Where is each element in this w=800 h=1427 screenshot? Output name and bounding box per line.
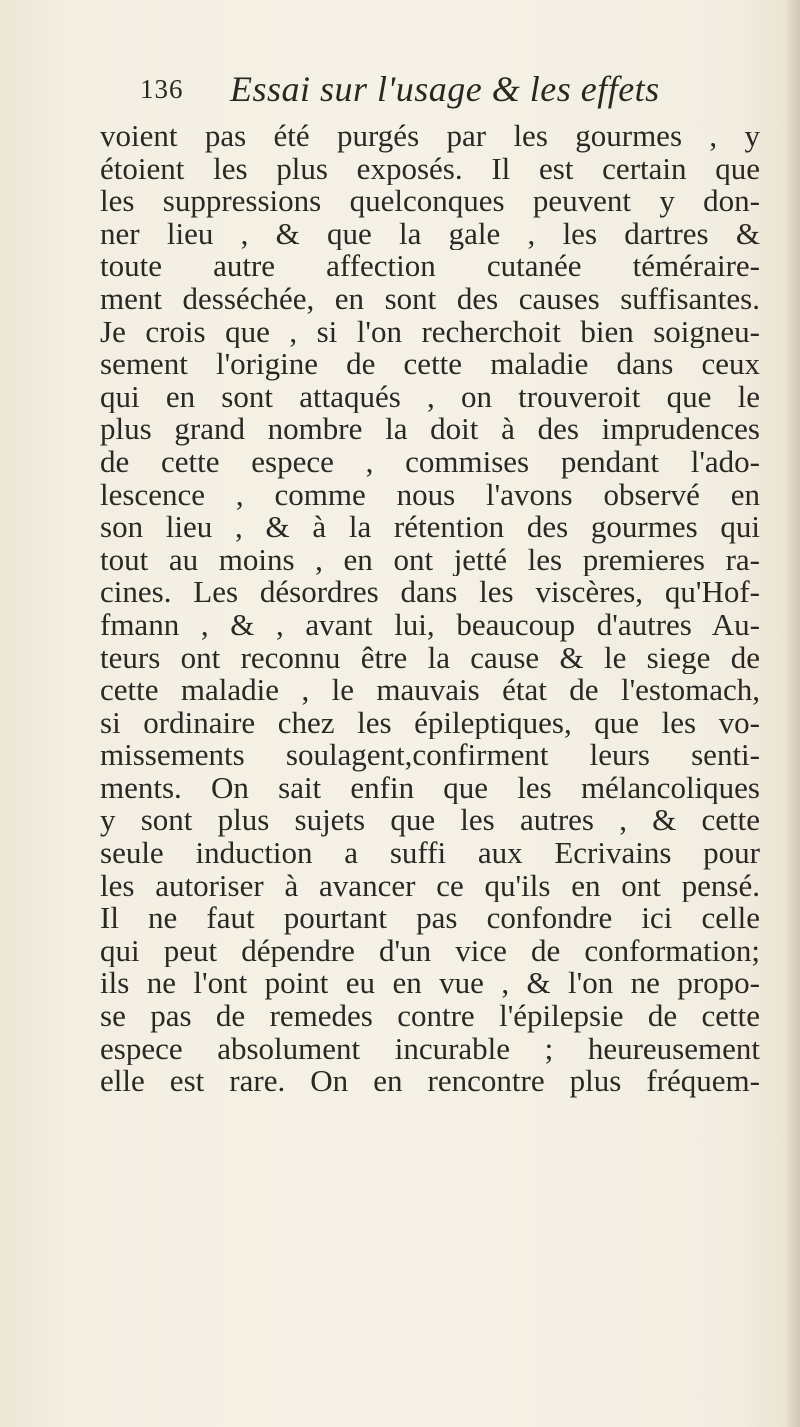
page-edge: [786, 0, 800, 1427]
text-line: ments. On sait enfin que les mélancoliques: [100, 771, 760, 805]
text-line: y sont plus sujets que les autres , & cette: [100, 804, 760, 838]
text-line: voient pas été purgés par les gourmes , y: [100, 120, 760, 153]
text-line: elle est rare. On en rencontre plus fréquem-: [100, 1065, 760, 1098]
text-line: qui en sont attaqués , on trouveroit que le: [100, 380, 760, 414]
text-line: espece absolument incurable ; heureusement: [100, 1032, 760, 1066]
page-header: [140, 66, 680, 114]
text-line: si ordinaire chez les épileptiques, que les vo-: [100, 706, 760, 740]
text-line: ment desséchée, en sont des causes suffisantes.: [100, 282, 760, 316]
text-line: sement l'origine de cette maladie dans ceux: [100, 348, 760, 381]
text-line: les suppressions quelconques peuvent y don-: [100, 185, 760, 218]
text-line: Il ne faut pourtant pas confondre ici celle: [100, 902, 760, 935]
text-line: plus grand nombre la doit à des imprudences: [100, 413, 760, 446]
text-line: lescence , comme nous l'avons observé en: [100, 478, 760, 512]
text-line: étoient les plus exposés. Il est certain que: [100, 152, 760, 186]
text-line: fmann , & , avant lui, beaucoup d'autres Au-: [100, 608, 760, 642]
text-line: missements soulagent,confirment leurs senti-: [100, 739, 760, 772]
text-line: teurs ont reconnu être la cause & le siege de: [100, 641, 760, 675]
text-line: toute autre affection cutanée téméraire-: [100, 250, 760, 283]
text-line: seule induction a suffi aux Ecrivains pour: [100, 837, 760, 870]
text-line: les autoriser à avancer ce qu'ils en ont pensé.: [100, 869, 760, 903]
text-line: Je crois que , si l'on recherchoit bien soigneu-: [100, 315, 760, 349]
body-text: [100, 120, 760, 1098]
text-line: son lieu , & à la rétention des gourmes qui: [100, 511, 760, 544]
text-line: cines. Les désordres dans les viscères, qu'Hof-: [100, 576, 760, 609]
text-line: ner lieu , & que la gale , les dartres &: [100, 217, 760, 251]
page-number: 136: [140, 74, 184, 104]
text-line: de cette espece , commises pendant l'ado-: [100, 445, 760, 479]
text-line: se pas de remedes contre l'épilepsie de cette: [100, 1000, 760, 1033]
text-line: cette maladie , le mauvais état de l'estomach,: [100, 674, 760, 707]
text-line: qui peut dépendre d'un vice de conformation;: [100, 934, 760, 968]
text-line: tout au moins , en ont jetté les premieres ra-: [100, 543, 760, 577]
running-title: Essai sur l'usage & les effets: [230, 69, 660, 109]
text-line: ils ne l'ont point eu en vue , & l'on ne propo-: [100, 967, 760, 1001]
